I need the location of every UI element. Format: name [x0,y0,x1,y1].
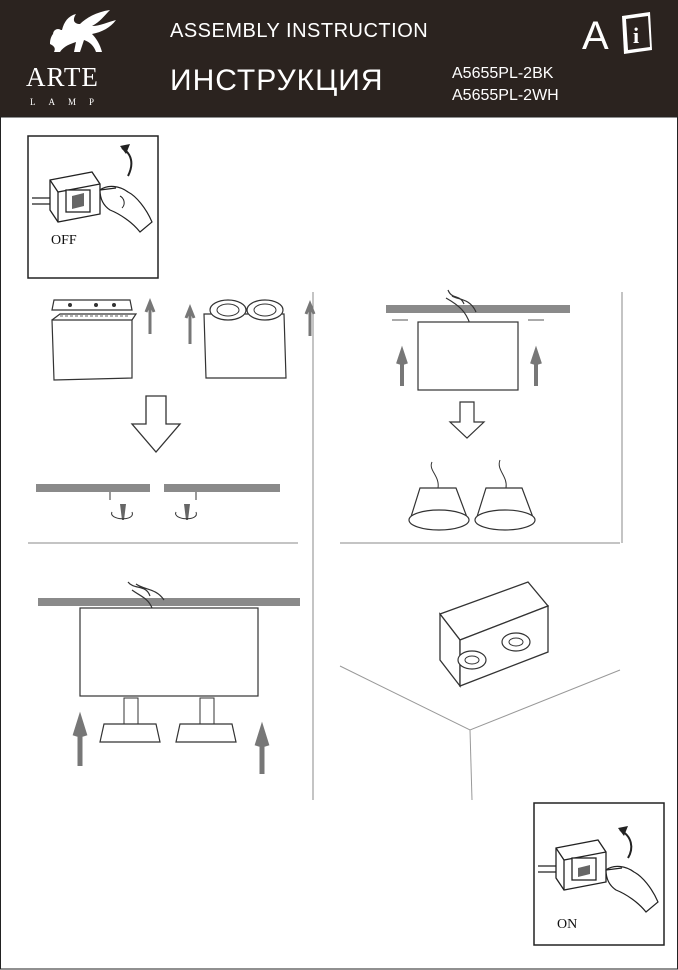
title-russian: ИНСТРУКЦИЯ [170,64,384,97]
lamp-module-icon [100,698,236,742]
switch-box-icon [32,172,100,222]
language-letter: A [582,14,609,58]
model-number-2: A5655PL-2WH [452,87,559,104]
step-finished [340,582,620,800]
hand-icon [100,186,152,232]
model-number-1: A5655PL-2BK [452,65,554,82]
svg-text:i: i [633,23,640,48]
hand-icon [606,866,658,912]
label-off: OFF [51,233,77,248]
lamp-module-icon [409,460,535,530]
step-mount-body [38,582,300,774]
screw-icon [112,504,197,520]
step-power-off [28,136,158,278]
brand-name: ARTE [26,62,99,92]
arrow-icon [120,144,131,176]
switch-box-icon [538,840,606,890]
step-connect-wires [386,290,570,530]
step-remove-plate [36,300,314,520]
step-power-on [534,803,664,945]
ceiling-box-icon [440,582,548,686]
arrow-icon [618,826,631,858]
label-on: ON [557,917,578,932]
title-english: ASSEMBLY INSTRUCTION [170,20,429,42]
brand-subtitle: LAMP [30,97,108,107]
